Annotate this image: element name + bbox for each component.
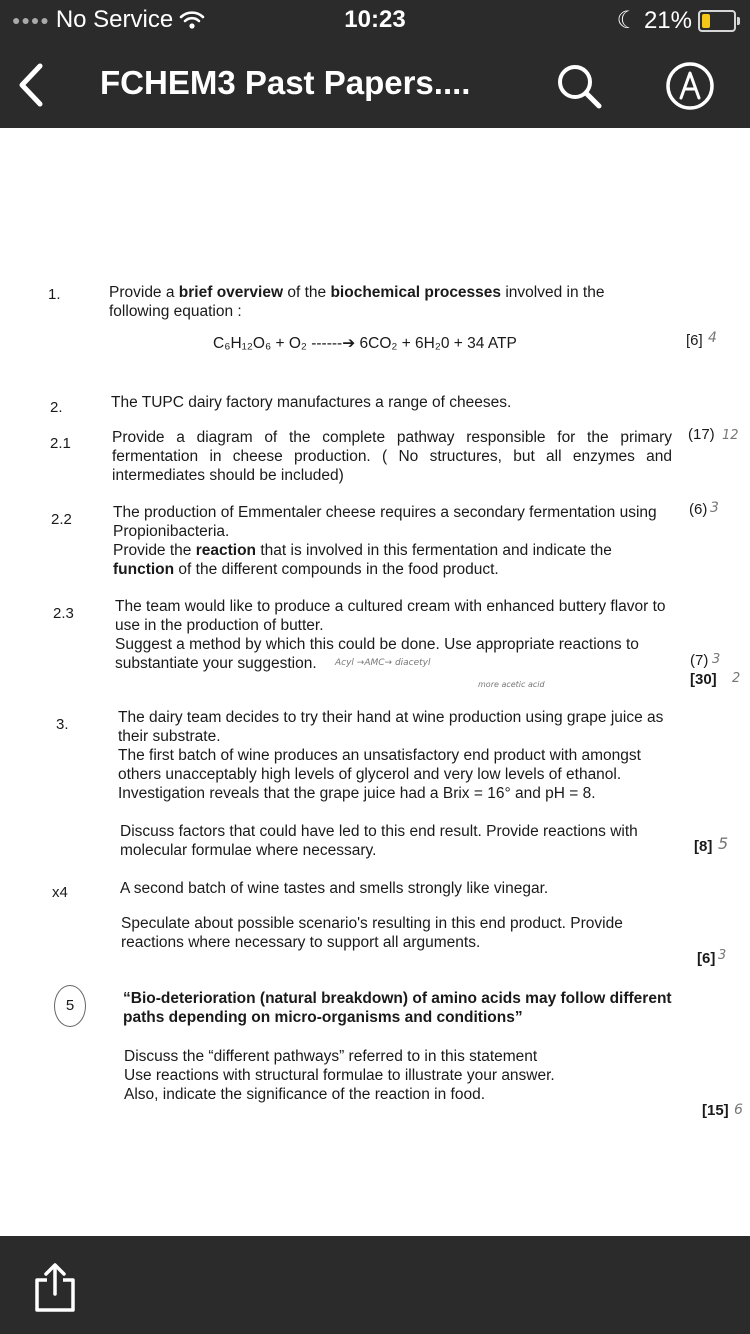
handwritten-score: 3: [710, 500, 719, 516]
question-number: 2.3: [53, 605, 74, 622]
question-1-text: Provide a brief overview of the biochemical processes involved in the following equation :: [109, 284, 605, 320]
question-mark: (17): [688, 426, 715, 443]
equation: C₆H₁₂O₆ + O₂ ------➔ 6CO₂ + 6H₂0 + 34 ATP: [213, 335, 517, 352]
question-number: 1.: [48, 286, 61, 303]
section-total: [30]: [690, 671, 717, 688]
question-3-text: The dairy team decides to try their hand at wine production using grape juice as their substrate. The first batch of wine produces an unsatisfactory end product with amongst others unacceptably high levels of glycerol and very low levels of ethanol. Investigation reveals that the grape juice had a Brix = 16° and pH = 8.: [118, 709, 664, 802]
bottom-toolbar: [0, 1236, 750, 1334]
nav-bar: [0, 42, 750, 128]
question-2-2-text: The production of Emmentaler cheese requires a secondary fermentation using Propionibacteria. Provide the reaction that is involved in this fermentation and indicate the function of the different compounds in the food product.: [113, 504, 657, 578]
moon-icon: ☾: [616, 7, 638, 34]
question-2-1-text: Provide a diagram of the complete pathway responsible for the primary fermentation in cheese production. ( No structures, but all enzymes and intermediates should be included): [112, 429, 672, 484]
question-mark: (7): [690, 652, 709, 669]
signal-dots-icon: ●●●●: [12, 12, 50, 28]
clock: 10:23: [344, 6, 406, 33]
handwritten-score: 3: [712, 652, 721, 667]
question-mark: [8]: [694, 838, 713, 855]
handwritten-score: 5: [718, 834, 729, 853]
question-number: 3.: [56, 716, 69, 733]
question-number: 2.1: [50, 435, 71, 452]
question-number: x4: [52, 884, 68, 901]
question-number: 2.2: [51, 511, 72, 528]
handwritten-score: 4: [708, 330, 717, 346]
question-number: 2.: [50, 399, 63, 416]
handwritten-score: 3: [718, 948, 727, 963]
question-number-circled: 5: [54, 985, 86, 1027]
question-5-text: Discuss the “different pathways” referred to in this statement Use reactions with structural formulae to illustrate your answer. Also, indicate the significance of the reaction in food.: [124, 1048, 555, 1103]
page-title: FCHEM3 Past Papers....: [100, 64, 471, 101]
document-page: [0, 128, 750, 1236]
handwritten-note: more acetic acid: [478, 680, 545, 689]
carrier-label: No Service: [55, 6, 174, 33]
search-icon[interactable]: [553, 60, 605, 112]
question-2-text: The TUPC dairy factory manufactures a range of cheeses.: [111, 394, 512, 411]
battery-icon: [698, 10, 736, 32]
question-mark: [6]: [686, 332, 703, 349]
back-chevron-icon[interactable]: [12, 60, 52, 110]
status-right: [616, 6, 736, 35]
question-4-text: A second batch of wine tastes and smells strongly like vinegar.: [120, 880, 549, 897]
handwritten-score: 6: [734, 1102, 743, 1118]
question-mark: [15]: [702, 1102, 729, 1119]
question-5-quote: “Bio-deterioration (natural breakdown) of amino acids may follow different paths depending on micro-organisms and conditions”: [123, 990, 672, 1026]
markup-icon[interactable]: [664, 60, 716, 112]
battery-percent: 21%: [643, 6, 692, 34]
handwritten-note: Acyl →AMC→ diacetyl: [335, 658, 431, 668]
question-3-instruction: Discuss factors that could have led to this end result. Provide reactions with molecular formulae where necessary.: [120, 823, 638, 859]
status-bar: [0, 0, 750, 42]
question-2-3-text: The team would like to produce a cultured cream with enhanced buttery flavor to use in the production of butter. Suggest a method by which this could be done. Use appropriate reactions to substantiate your suggestion.: [115, 598, 666, 672]
share-icon[interactable]: [32, 1262, 78, 1314]
question-4-instruction: Speculate about possible scenario's resulting in this end product. Provide reactions where necessary to support all arguments.: [121, 915, 623, 951]
handwritten-total: 2: [732, 671, 741, 686]
question-mark: [6]: [697, 950, 716, 967]
question-mark: (6): [689, 501, 708, 518]
handwritten-score: 12: [722, 428, 739, 443]
